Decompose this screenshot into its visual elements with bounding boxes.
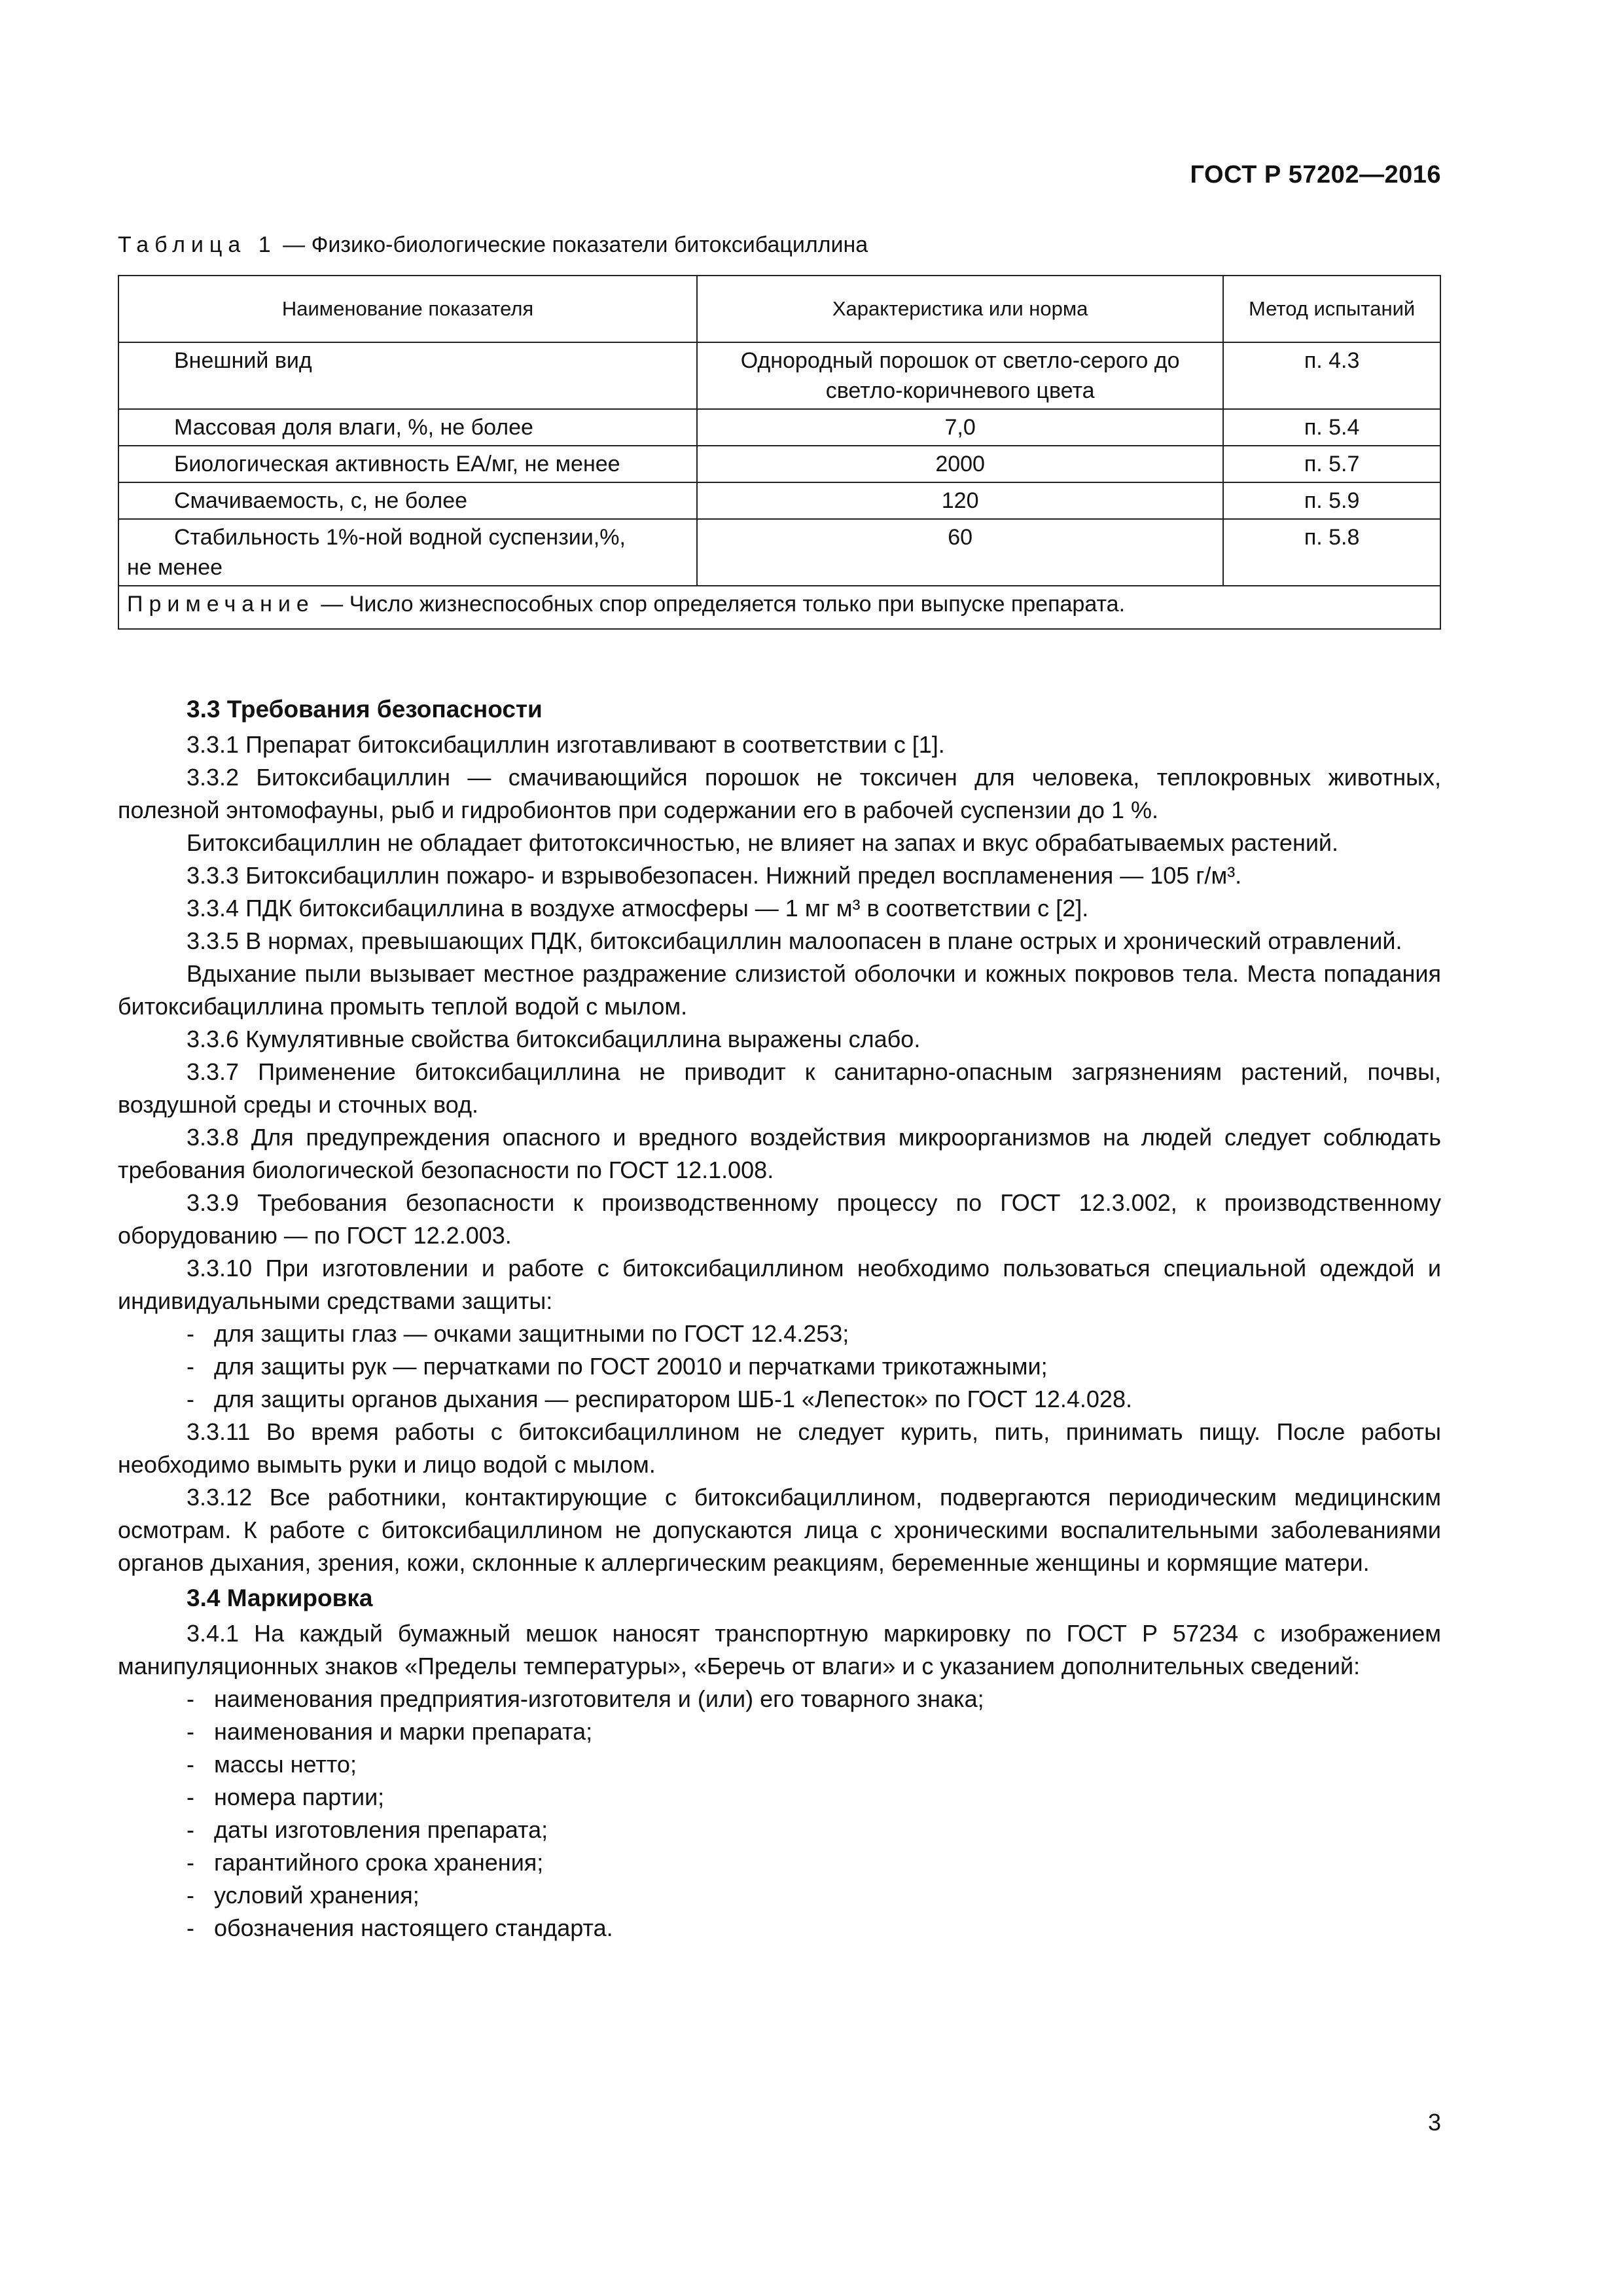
indicator-method: п. 5.9	[1223, 482, 1440, 519]
table-row	[118, 446, 1440, 482]
paragraph: 3.3.9 Требования безопасности к производственному процессу по ГОСТ 12.3.002, к производственному оборудованию — по ГОСТ 12.2.003.	[118, 1189, 1441, 1249]
indicator-name: Смачиваемость, с, не более	[118, 482, 697, 519]
paragraph: Битоксибациллин не обладает фитотоксичностью, не влияет на запах и вкус обрабатываемых растений.	[187, 829, 1339, 856]
list-item: - массы нетто;	[187, 1751, 357, 1778]
paragraph: 3.3.8 Для предупреждения опасного и вредного воздействия микроорганизмов на людей следует соблюдать требования биологической безопасности по ГОСТ 12.1.008.	[118, 1124, 1441, 1183]
table-note-text: — Число жизнеспособных спор определяется только при выпуске препарата.	[314, 592, 1126, 617]
indicator-method: п. 5.4	[1223, 409, 1440, 446]
indicator-name: Массовая доля влаги, %, не более	[118, 409, 697, 446]
indicators-table	[118, 275, 1441, 630]
indicator-value: 7,0	[697, 409, 1223, 446]
list-item: - наименования и марки препарата;	[187, 1718, 593, 1745]
column-header-value: Характеристика или норма	[697, 276, 1223, 342]
indicator-name: Стабильность 1%-ной водной суспензии,%, не менее	[118, 519, 697, 586]
list-item: - даты изготовления препарата;	[187, 1816, 548, 1843]
paragraph: 3.3.3 Битоксибациллин пожаро- и взрывобезопасен. Нижний предел воспламенения — 105 г/м³.	[187, 862, 1242, 889]
table-note-row	[118, 586, 1440, 629]
table-row	[118, 342, 1440, 409]
paragraph: 3.4.1 На каждый бумажный мешок наносят транспортную маркировку по ГОСТ Р 57234 с изображением манипуляционных знаков «Пределы температуры», «Беречь от влаги» и с указанием дополнительных сведений:	[118, 1620, 1441, 1679]
paragraph: 3.3.11 Во время работы с битоксибациллином не следует курить, пить, принимать пищу. После работы необходимо вымыть руки и лицо водой с мылом.	[118, 1418, 1441, 1478]
document-body	[118, 691, 1441, 1945]
table-row	[118, 482, 1440, 519]
table-row	[118, 409, 1440, 446]
paragraph: 3.3.5 В нормах, превышающих ПДК, битоксибациллин малоопасен в плане острых и хронический отравлений.	[187, 927, 1402, 954]
list-item: - для защиты рук — перчатками по ГОСТ 20010 и перчатками трикотажными;	[187, 1353, 1048, 1380]
table-caption-text: — Физико-биологические показатели битоксибациллина	[276, 232, 868, 257]
indicator-method: п. 4.3	[1223, 342, 1440, 409]
page-number: 3	[1427, 2109, 1441, 2136]
list-item: - для защиты глаз — очками защитными по ГОСТ 12.4.253;	[187, 1320, 849, 1347]
list-item: - условий хранения;	[187, 1882, 419, 1909]
paragraph: 3.3.1 Препарат битоксибациллин изготавливают в соответствии с [1].	[187, 731, 945, 758]
list-item: - наименования предприятия-изготовителя и (или) его товарного знака;	[187, 1685, 984, 1712]
section-title-3-3: 3.3 Требования безопасности	[187, 696, 543, 723]
table-caption-label: Таблица 1	[118, 232, 277, 257]
paragraph: 3.3.7 Применение битоксибациллина не приводит к санитарно-опасным загрязнениям растений, почвы, воздушной среды и сточных вод.	[118, 1058, 1441, 1118]
indicator-method: п. 5.7	[1223, 446, 1440, 482]
column-header-method: Метод испытаний	[1223, 276, 1440, 342]
list-item: - номера партии;	[187, 1784, 385, 1810]
paragraph: 3.3.10 При изготовлении и работе с битоксибациллином необходимо пользоваться специальной одеждой и индивидуальными средствами защиты:	[118, 1255, 1441, 1314]
paragraph: Вдыхание пыли вызывает местное раздражение слизистой оболочки и кожных покровов тела. Места попадания битоксибациллина промыть теплой водой с мылом.	[118, 960, 1441, 1020]
table-caption	[118, 232, 868, 258]
indicator-value: Однородный порошок от светло-серого до светло-коричневого цвета	[697, 342, 1223, 409]
list-item: - гарантийного срока хранения;	[187, 1849, 544, 1876]
table-header-row	[118, 276, 1440, 342]
indicator-value: 60	[697, 519, 1223, 586]
indicator-name: Биологическая активность ЕА/мг, не менее	[118, 446, 697, 482]
list-item: - для защиты органов дыхания — респиратором ШБ-1 «Лепесток» по ГОСТ 12.4.028.	[187, 1386, 1132, 1412]
indicator-name: Внешний вид	[118, 342, 697, 409]
indicator-value: 2000	[697, 446, 1223, 482]
document-id-header: ГОСТ Р 57202—2016	[1190, 161, 1441, 188]
indicator-method: п. 5.8	[1223, 519, 1440, 586]
table-row	[118, 519, 1440, 586]
paragraph: 3.3.2 Битоксибациллин — смачивающийся порошок не токсичен для человека, теплокровных животных, полезной энтомофауны, рыб и гидробионтов при содержании его в рабочей суспензии до 1 %.	[118, 764, 1441, 823]
table-note-label: Примечание	[127, 592, 315, 617]
indicator-value: 120	[697, 482, 1223, 519]
list-item: - обозначения настоящего стандарта.	[187, 1914, 613, 1941]
table-note	[118, 586, 1440, 629]
paragraph: 3.3.12 Все работники, контактирующие с битоксибациллином, подвергаются периодическим медицинским осмотрам. К работе с битоксибациллином не допускаются лица с хроническими воспалительными заболеваниями органов дыхания, зрения, кожи, склонные к аллергическим реакциям, беременные женщины и кормящие матери.	[118, 1484, 1441, 1576]
column-header-name: Наименование показателя	[118, 276, 697, 342]
section-title-3-4: 3.4 Маркировка	[187, 1585, 373, 1611]
paragraph: 3.3.4 ПДК битоксибациллина в воздухе атмосферы — 1 мг м³ в соответствии с [2].	[187, 895, 1089, 922]
paragraph: 3.3.6 Кумулятивные свойства битоксибациллина выражены слабо.	[187, 1026, 921, 1052]
